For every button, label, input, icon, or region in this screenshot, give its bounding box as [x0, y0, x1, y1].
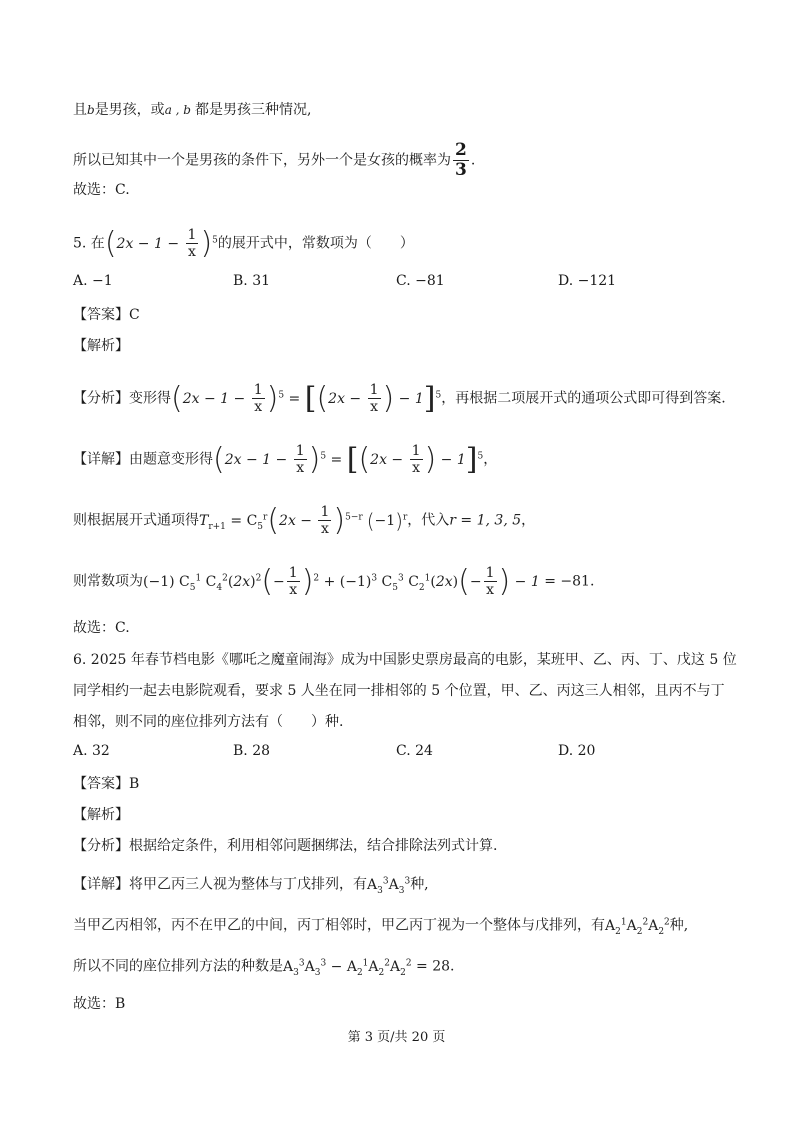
q5-result: = −81	[544, 573, 590, 590]
q6-line-3: 所以不同的座位排列方法的种数是$A_3^3A_3^3 - A_2^1A_2^2A_2^2 = 28$.	[73, 958, 455, 978]
q5-general-term: $T_{r+1} = C_5^r(2x$ − $\frac{1}{x}$ )$^{5-r}$ $(-1)^r$	[199, 502, 408, 538]
q6-option-b[interactable]: B. 28	[233, 743, 271, 759]
prev-line-2: 所以已知其中一个是男孩的条件下，另外一个是女孩的概率为 $\frac{2}{3}$ .	[73, 140, 476, 180]
q5-choice: 故选：C.	[73, 620, 130, 636]
page-footer: 第 3 页/共 20 页	[347, 1030, 446, 1045]
probability-fraction: $\frac{2}{3}$	[455, 140, 467, 180]
q6-choice: 故选：B	[73, 996, 126, 1012]
q5-answer: 【答案】C	[73, 307, 140, 323]
q6-analysis-heading: 【解析】	[73, 807, 129, 823]
q5-xiangjie-formula: (2x − 1 − $\frac{1}{x}$ )$^5$ = [(2x − $\frac{1}{x}$ ) − 1]$^5$	[213, 441, 484, 477]
q5-option-c[interactable]: C. −81	[396, 273, 445, 289]
q6-stem-line-2: 同学相约一起去电影院观看，要求 5 人坐在同一排相邻的 5 个位置，甲、乙、丙这三人相邻，且丙不与丁	[73, 683, 725, 699]
q6-options	[73, 743, 733, 763]
q6-answer: 【答案】B	[73, 776, 140, 792]
q5-changshu: 则常数项为(−1) $C_5^1$ $C_4^2(2x)^2(-$ $\frac{1}{x}$ )$^2 + (-1)^3$ $C_5^3$ $C_2^1(2x)(-$ $\frac{1}{x}$ ) − 1 = −81.	[73, 563, 595, 599]
q6-stem-line-1: 6. 2025 年春节档电影《哪吒之魔童闹海》成为中国影史票房最高的电影，某班甲、乙、丙、丁、戊这 5 位	[73, 652, 737, 668]
q6-option-a[interactable]: A. 32	[73, 743, 110, 759]
q6-result: = 28	[416, 958, 451, 975]
prev-line-1: 且b是男孩，或a , b 都是男孩三种情况,	[73, 102, 312, 118]
q5-stem: 5. 在(2x − 1 − $\frac{1}{x}$ )$^5$的展开式中，常数项为（ ）	[73, 225, 414, 261]
q6-fenxi: 【分析】根据给定条件，利用相邻问题捆绑法，结合排除法列式计算.	[73, 838, 498, 854]
q6-line-2: 当甲乙丙相邻，丙不在甲乙的中间，丙丁相邻时，甲乙丙丁视为一个整体与戊排列，有$A_2^1A_2^2A_2^2$种,	[73, 917, 689, 937]
prev-choice: 故选：C.	[73, 182, 130, 198]
q5-options	[73, 273, 733, 293]
var-b: b	[87, 103, 95, 117]
q6-perm-1: $A_3^3A_3^3$	[367, 876, 411, 896]
q6-option-c[interactable]: C. 24	[396, 743, 433, 759]
q6-stem-line-3: 相邻，则不同的座位排列方法有（ ）种.	[73, 714, 344, 730]
q5-option-d[interactable]: D. −121	[558, 273, 617, 289]
q6-xiangjie: 【详解】将甲乙丙三人视为整体与丁戊排列，有$A_3^3A_3^3$种,	[73, 876, 429, 896]
q5-option-a[interactable]: A. −1	[73, 273, 113, 289]
q5-option-b[interactable]: B. 31	[233, 273, 271, 289]
var-ab: a , b	[164, 103, 191, 117]
q5-xiangjie: 【详解】由题意变形得(2x − 1 − $\frac{1}{x}$ )$^5$ = [(2x − $\frac{1}{x}$ ) − 1]$^5$，	[73, 441, 498, 477]
q5-analysis-heading: 【解析】	[73, 338, 129, 354]
q5-fenxi-formula: (2x − 1 − $\frac{1}{x}$ )$^5$ = [(2x − $\frac{1}{x}$ ) − 1]$^5$	[171, 380, 442, 416]
q6-perm-2: $A_2^1A_2^2A_2^2$	[605, 917, 670, 937]
q5-binomial: (2x − 1 − $\frac{1}{x}$ )$^5$	[104, 225, 218, 261]
q5-tongxiang: 则根据展开式通项得$T_{r+1} = C_5^r(2x$ − $\frac{1}{x}$ )$^{5-r}$ $(-1)^r$，代入r = 1, 3, 5，	[73, 502, 536, 538]
q5-constant-term-expression: (−1) $C_5^1$ $C_4^2(2x)^2(-$ $\frac{1}{x}$ )$^2 + (-1)^3$ $C_5^3$ $C_2^1(2x)(-$ $\frac{1}{x}$ ) − 1	[143, 563, 545, 599]
q5-fenxi: 【分析】变形得(2x − 1 − $\frac{1}{x}$ )$^5$ = [(2x − $\frac{1}{x}$ ) − 1]$^5$，再根据二项展开式的通项公式即可得到答案.	[73, 380, 726, 416]
q6-option-d[interactable]: D. 20	[558, 743, 596, 759]
q5-r-values: r = 1, 3, 5	[449, 512, 522, 529]
q6-perm-expression: $A_3^3A_3^3 - A_2^1A_2^2A_2^2$	[283, 958, 412, 978]
